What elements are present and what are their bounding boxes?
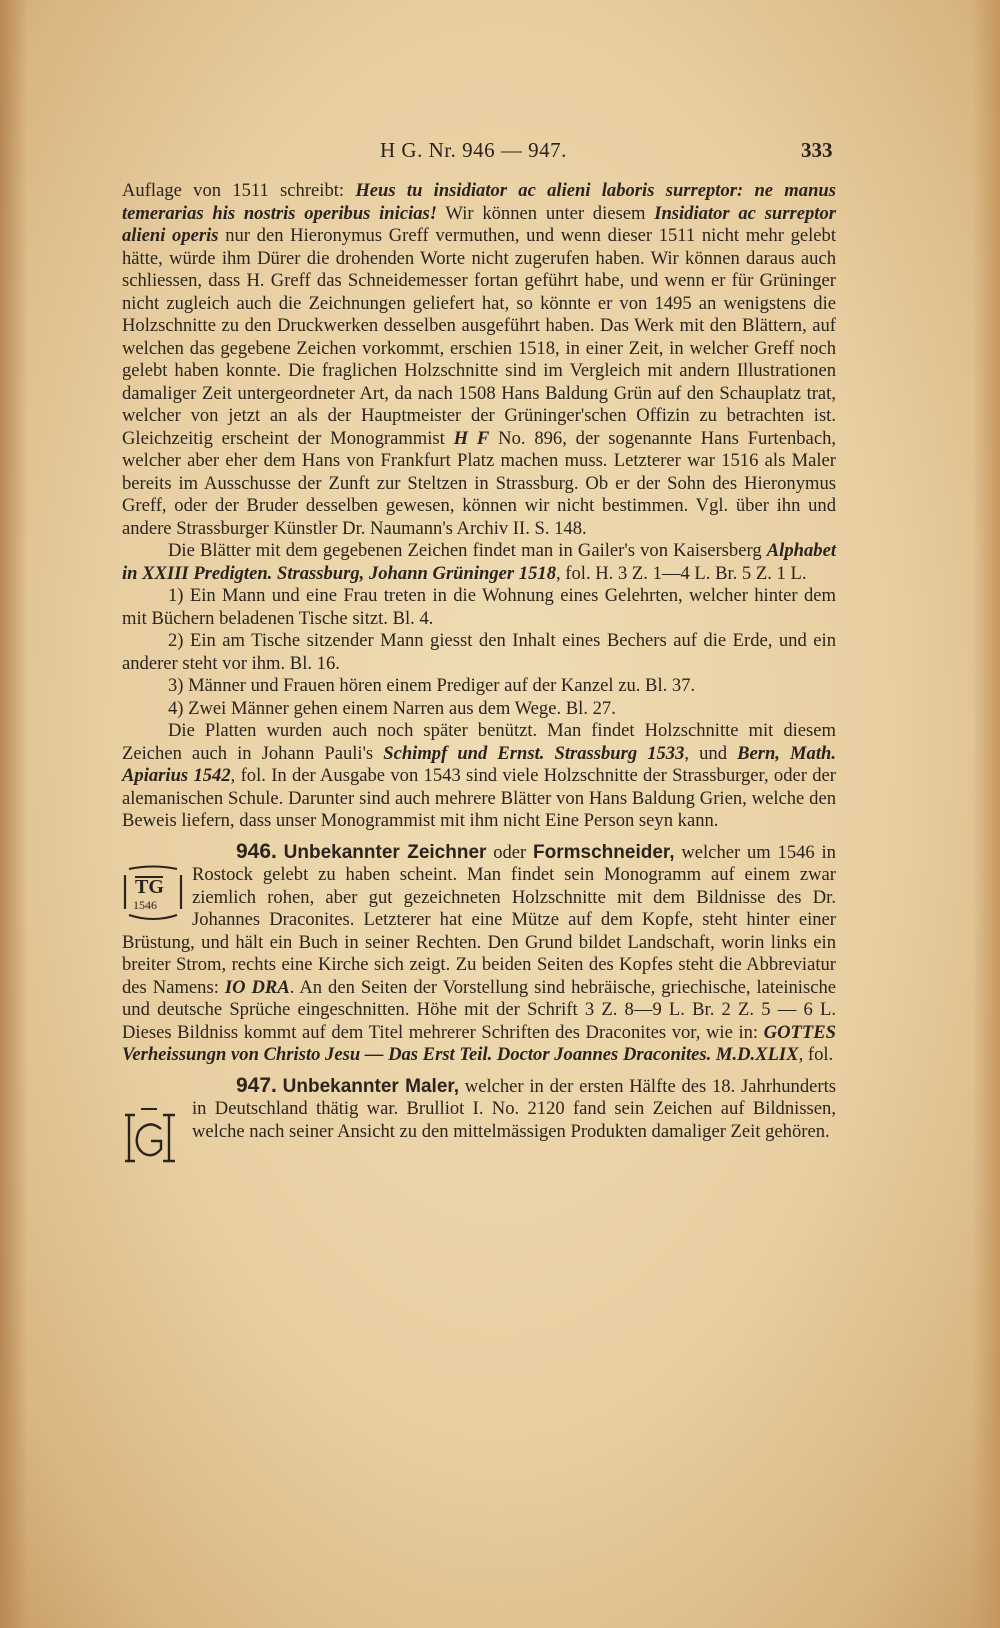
list-item: 1) Ein Mann und eine Frau treten in die Wohnung eines Gelehrten, welcher hinter dem mit Büchern beladenen Tische sitzt. Bl. 4. (122, 585, 836, 629)
page-header (0, 138, 1000, 168)
entry-title: Formschneider, (533, 841, 675, 863)
page-body (122, 180, 836, 1165)
entry-number: 947. (236, 1073, 277, 1097)
list-item: 4) Zwei Männer gehen einem Narren aus dem Wege. Bl. 27. (168, 697, 616, 719)
text-run: Die Blätter mit dem gegebenen Zeichen findet man in Gailer's von Kaisersberg (168, 540, 767, 561)
running-head: H G. Nr. 946 — 947. (380, 138, 567, 162)
book-title: Bern, Math. Apiarius 1542 (122, 742, 837, 786)
text-run: Wir können unter diesem (437, 202, 655, 224)
text-run: No. 896, der sogenannte Hans Furtenbach, welcher aber eher dem Hans von Frankfurt Platz machen muss. Letzterer war 1516 als Maler bereits im Ausschusse der Zunft zur Steltzen in Strassburg. Ob er der Sohn des Hieronymus Greff, oder der Bruder desselben gewesen, können wir nicht bestimmen. Vgl. über ihn und andere Strassburger Künstler Dr. Naumann's Archiv II. S. 148. (122, 427, 837, 539)
text-run: oder (486, 841, 534, 863)
entry-title: Unbekannter Zeichner (283, 841, 487, 863)
monogram-946 (121, 865, 185, 925)
entry-title: Unbekannter Maler, (282, 1075, 460, 1097)
book-title: Alphabet in XXIII Predigten. Strassburg, Johann Grüninger 1518 (122, 540, 836, 584)
page-edge-shadow-right (972, 0, 1000, 1628)
monogram-947 (123, 1099, 187, 1169)
text-run: Die Platten wurden auch noch später benützt. Man findet Holzschnitte mit diesem Zeichen auch in Johann Pauli's (122, 720, 836, 764)
page-edge-shadow-left (0, 0, 28, 1628)
text-run: Auflage von 1511 schreibt: (122, 180, 356, 201)
text-run: , und (684, 742, 738, 764)
text-run: welcher in der ersten Hälfte des 18. Jahrhunderts in Deutschland thätig war. Brulliot I. No. 2120 fand sein Zeichen auf Bildnissen, welche nach seiner Ansicht zu den mittelmässigen Produkten damaliger Zeit gehören. (192, 1075, 836, 1142)
monogram-hf: H F (453, 427, 490, 449)
text-run: welcher um 1546 in Rostock gelebt zu haben scheint. Man findet sein Monogramm auf einem zwar ziemlich rohen, aber gut gezeichneten Holzschnitte mit dem Bildnisse des Dr. Johannes Draconites. Letzterer hat eine Mütze auf dem Kopfe, steht hinter einer Brüstung, und hält ein Buch in seiner Rechten. Den Grund bildet Landschaft, worin links ein breiter Strom, rechts eine Kirche sich zeigt. Zu beiden Seiten des Kopfes steht die Abbreviatur des Namens: (122, 841, 836, 998)
paragraph-blaetter (122, 540, 836, 585)
page-number: 333 (801, 138, 833, 162)
text-run: nur den Hieronymus Greff vermuthen, und wenn dieser 1511 nicht mehr gelebt hätte, würde ihm Dürer die drohenden Worte nicht zugerufen haben. Wir können daraus auch schliessen, dass H. Greff das Schneidemesser fortan geführt habe, und wenn er für Grüninger nicht zugleich auch die Zeichnungen geliefert hat, so könnte er von 1495 an wenigstens die Holzschnitte zu den Druckwerken desselben ausgeführt haben. Das Werk mit den Blättern, auf welchen das gegebene Zeichen vorkommt, erschien 1518, in einer Zeit, in welcher Greff noch gelebt haben konnte. Die fraglichen Holzschnitte sind im Vergleich mit andern Illustrationen damaliger Zeit untergeordneter Art, da nach 1508 Hans Baldung Grün auf den Schauplatz trat, welcher von jetzt an als der Hauptmeister der Grüninger'schen Offizin zu betrachten ist. Gleichzeitig erscheint der Monogrammist (122, 225, 836, 449)
text-run: , fol. (798, 1044, 834, 1065)
svg-text:TG: TG (135, 875, 164, 898)
entry-947 (122, 1075, 836, 1144)
book-title: GOTTES Verheissungn von Christo Jesu — Das Erst Teil. Doctor Joannes Draconites. M.D.XLIX (122, 1021, 836, 1065)
monogram-year: 1546 (133, 897, 157, 912)
paragraph-platten (122, 720, 836, 833)
latin-quote: Heus tu insidiator ac alieni laboris surreptor: ne manus temerarias his nostris operibus inicias! (122, 180, 836, 224)
abbreviation: IO DRA (224, 976, 290, 998)
entry-946 (122, 841, 836, 1067)
list-item: 2) Ein am Tische sitzender Mann giesst den Inhalt eines Bechers auf die Erde, und ein anderer steht vor ihm. Bl. 16. (122, 630, 836, 674)
monogram-947-icon (123, 1099, 187, 1169)
list-item: 3) Männer und Frauen hören einem Prediger auf der Kanzel zu. Bl. 37. (168, 675, 696, 696)
monogram-946-icon (121, 865, 185, 925)
text-run: . An den Seiten der Vorstellung sind hebräische, griechische, lateinische und deutsche Sprüche eingeschnitten. Höhe mit der Schrift 3 Z. 8—9 L. Br. 2 Z. 5 — 6 L. Dieses Bildniss kommt auf dem Titel mehrerer Schriften des Draconites vor, wie in: (122, 976, 837, 1043)
entry-number: 946. (236, 839, 277, 863)
text-run: , fol. In der Ausgabe von 1543 sind viele Holzschnitte der Strassburger, oder der alemanischen Schule. Darunter sind auch mehrere Blätter von Hans Baldung Grien, welche den Beweis liefern, dass unser Monogrammist mit ihm nicht Eine Person seyn kann. (122, 765, 836, 831)
paragraph-continuation (122, 180, 836, 540)
text-run: , fol. H. 3 Z. 1—4 L. Br. 5 Z. 1 L. (556, 562, 807, 584)
book-title: Schimpf und Ernst. Strassburg 1533 (383, 742, 685, 764)
latin-phrase: Insidiator ac surreptor alieni operis (122, 202, 836, 246)
